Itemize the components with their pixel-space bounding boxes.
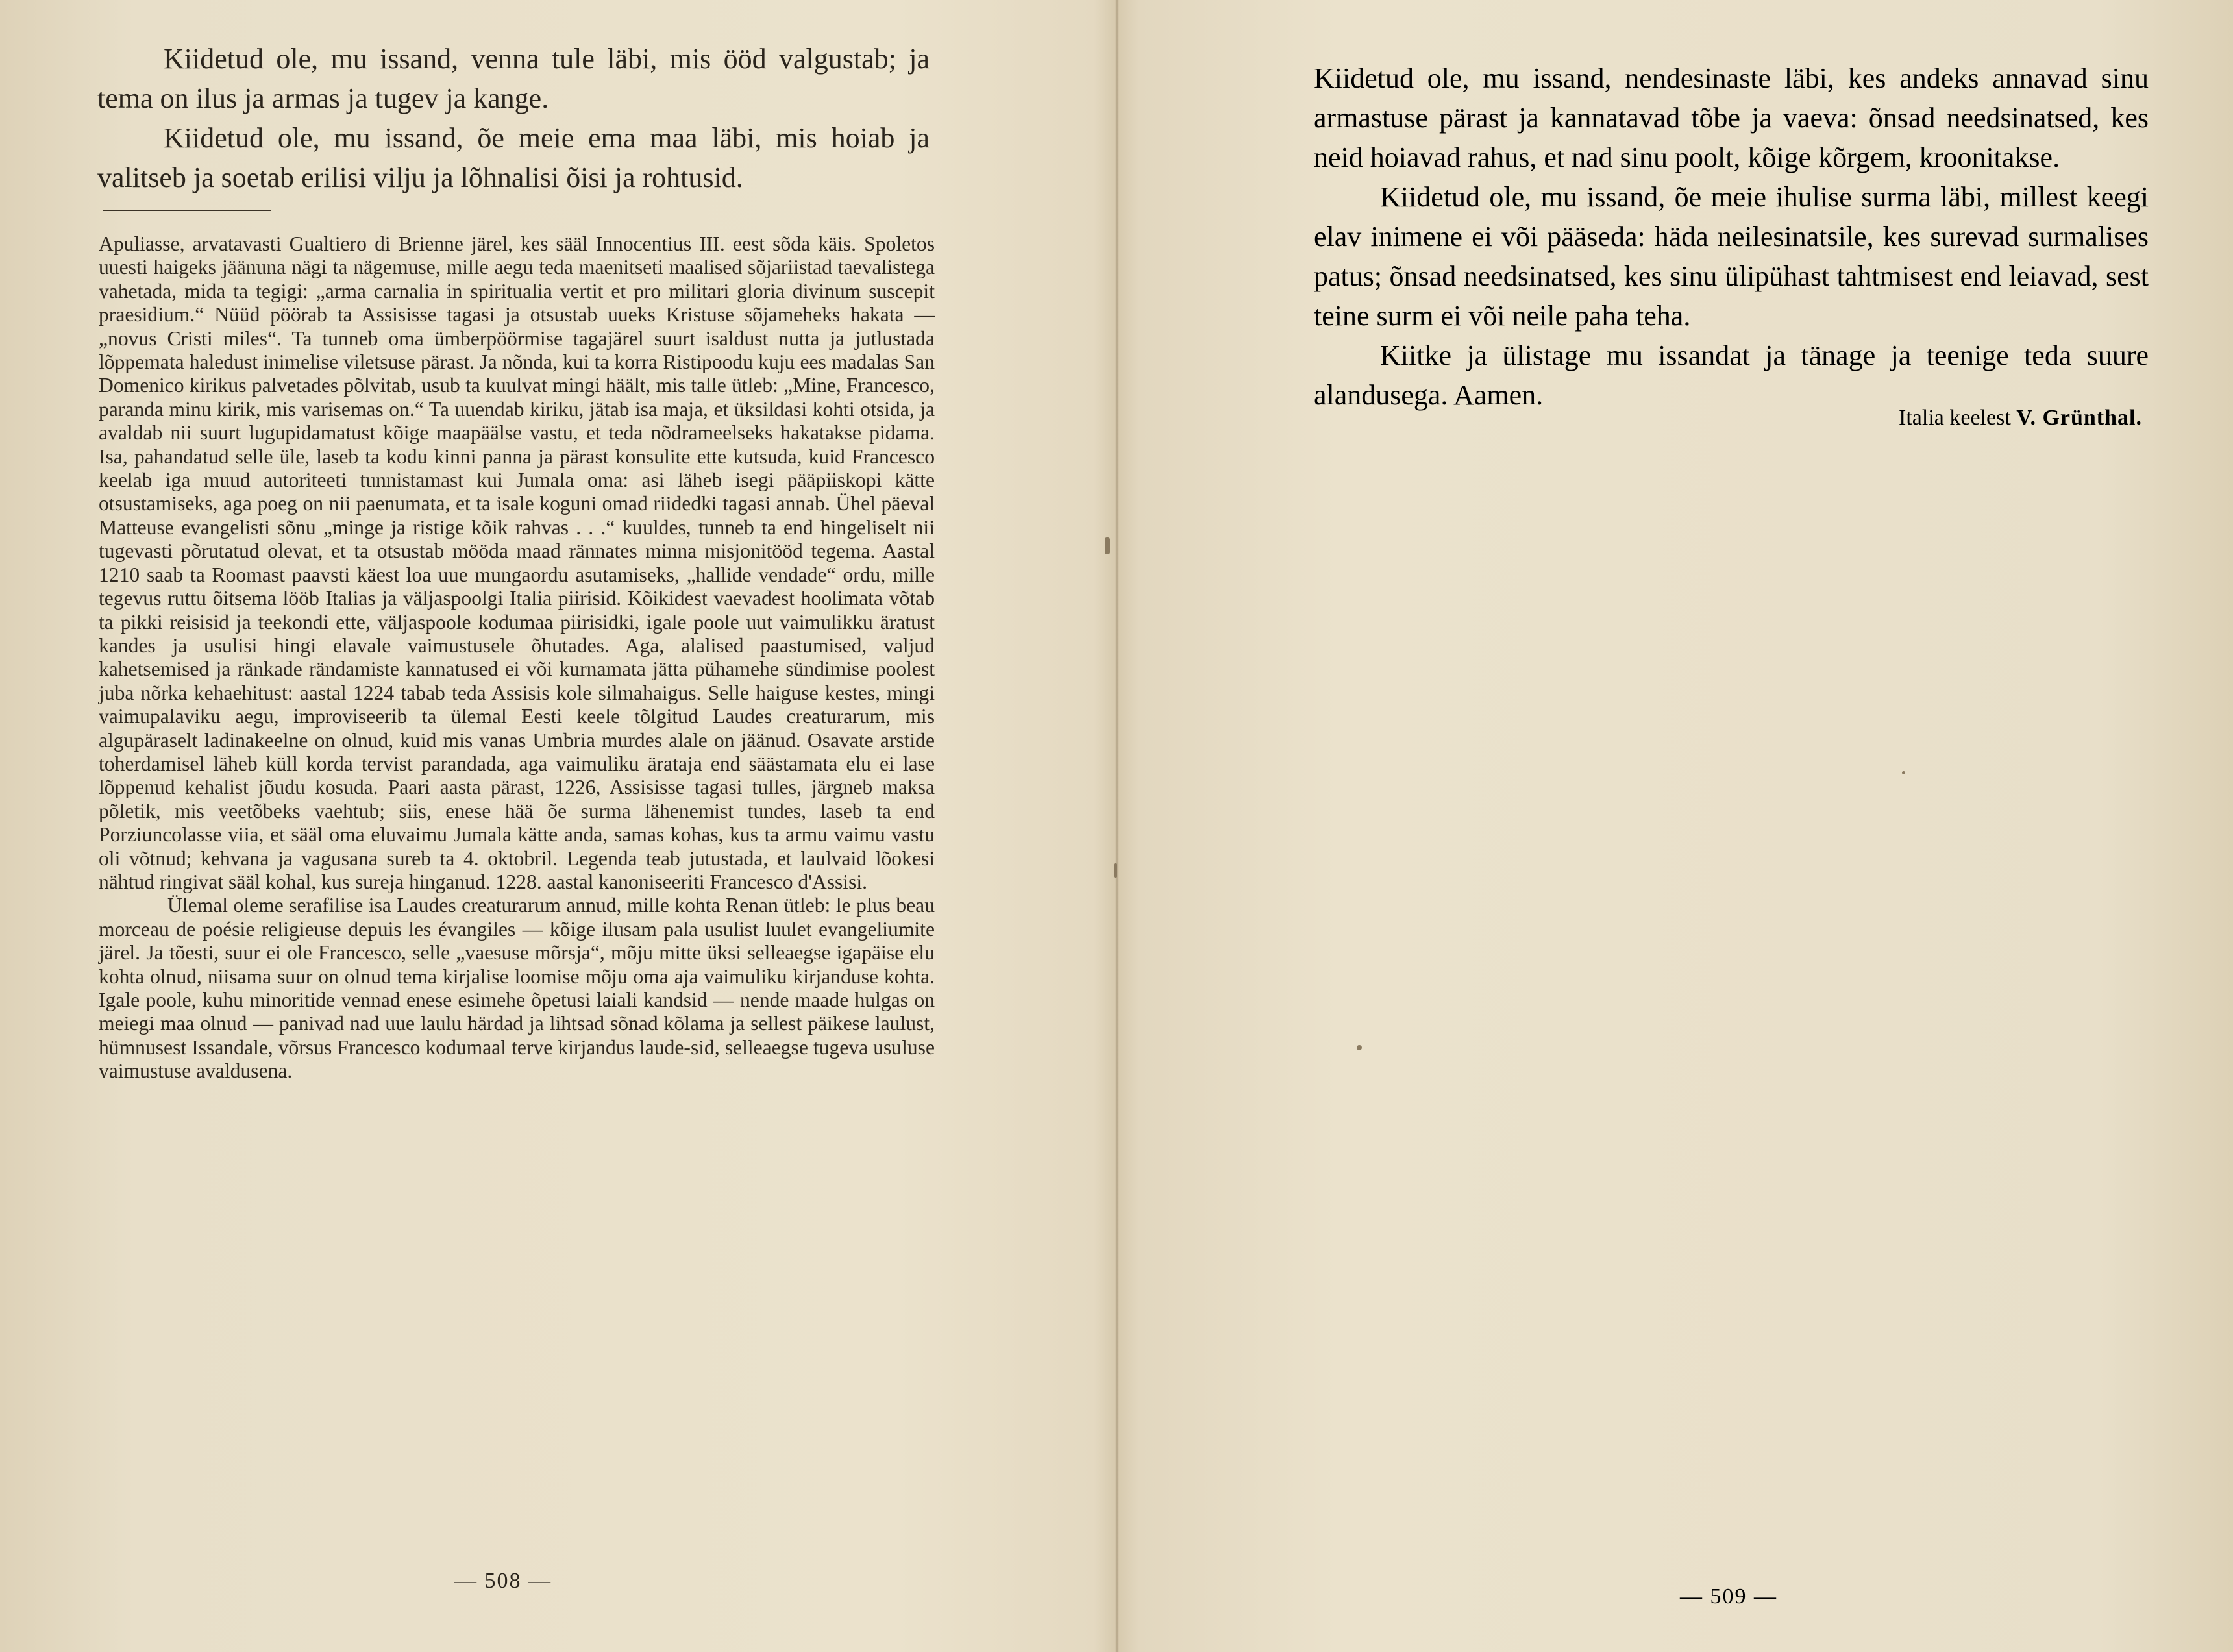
translator-prefix: Italia keelest <box>1899 406 2011 430</box>
commentary <box>99 232 935 1083</box>
translator-credit <box>1779 404 2142 432</box>
poem-stanza: Kiidetud ole, mu issand, venna tule läbi, mis ööd valgustab; ja tema on ilus ja armas ja tugev ja kange. <box>97 43 930 114</box>
translator-name: V. Grünthal. <box>2016 406 2142 430</box>
paper-blemish <box>1357 1045 1362 1050</box>
poem-stanza: Kiitke ja ülistage mu issandat ja tänage ja teenige teda suure alandusega. Aamen. <box>1314 339 2149 411</box>
commentary-paragraph: Ülemal oleme serafilise isa Laudes creaturarum annud, mille kohta Renan ütleb: le plus beau morceau de poésie religieuse depuis les évangiles — kõige ilusam pala usulist luulet evangeliumite järel. Ja tõesti, suur ei ole Francesco, selle „vaesuse mõrsja“, mõju mitte üksi selleaegse igapäise elu kohta olnud, niisama suur on olnud tema kirjalise loomise mõju oma aja vaimuliku kirjanduse kohta. Igale poole, kuhu minoritide vennad enese esimehe õpetusi laiali kandsid — nende maade hulgas on meiegi maa olnud — panivad nad uue laulu härdad ja lihtsad sõnad kõlama ja sellest päikese laulust, hümnusest Issandale, võrsus Francesco kodumaal terve kirjandus laude-sid, selleaegse tugeva usuluse vaimustuse avaldusena. <box>99 894 935 1083</box>
left-poem <box>97 39 930 197</box>
paper-blemish <box>1105 537 1110 554</box>
poem-stanza: Kiidetud ole, mu issand, õe meie ihulise surma läbi, millest keegi elav inimene ei või pääseda: häda neilesinatsile, kes surevad surmalises patus; õnsad needsinatsed, kes sinu ülipühast tahtmisest end leiavad, sest teine surm ei või neile paha teha. <box>1314 181 2149 332</box>
commentary-paragraph: Apuliasse, arvatavasti Gualtiero di Brienne järel, kes sääl Innocentius III. eest sõda käis. Spoletos uuesti haigeks jäänuna nägi ta nägemuse, mille aegu teda maenitseti maalised sõjariistad taevalistega vahetada, mida ta tegigi: „arma carnalia in spiritualia vertit et pro militari gloria divinum suscepit praesidium.“ Nüüd pöörab ta Assisisse tagasi ja otsustab uueks Kristuse sõjameheks hakata — „novus Cristi miles“. Ta tunneb oma ümberpöörmise tagajärel suurt isaldust nutta ja jutlustada lõppemata haledust inimelise viletsuse pärast. Ja nõnda, kui ta korra Ristipoodu kuju ees madalas San Domenico kirikus palvetades põlvitab, usub ta kuulvat mingi häält, mis talle ütleb: „Mine, Francesco, paranda minu kirik, mis varisemas on.“ Ta uuendab kiriku, jätab isa maja, et üksildasi kohti otsida, ja avaldab nii suurt lugupidamatust kõige maapäälse vastu, et teda nõdrameelseks hakatakse pidama. Isa, pahandatud selle üle, laseb ta kodu kinni panna ja pärast konsulite ette kutsuda, kuid Francesco keelab iga muud autoriteeti tunnistamast kui Jumala oma: asi läheb isegi pääpiiskopi kätte otsustamiseks, aga poeg on nii paenumata, et ta isale koguni omad riidedki tagasi annab. Ühel päeval Matteuse evangelisti sõnu „minge ja ristige kõik rahvas . . .“ kuuldes, tunneb ta end hingeliselt nii tugevasti põrutatud olevat, et ta otsustab mööda maad rännates minna misjonitööd tegema. Aastal 1210 saab ta Roomast paavsti käest loa uue mungaordu asutamiseks, „hallide vendade“ ordu, mille tegevus ruttu õitsema lööb Italias ja väljaspoolgi Italia piirisid. Kõikidest vaevadest hoolimata võtab ta pikki reisisid ja teekondi ette, väljaspoole kodumaa piirisidki, igale poole uut vaimulikku äratust kandes ja usulisi hingi elavale vaimustusele õhutades. Aga, alalised paastumised, valjud kahetsemised ja ränkade rändamiste kannatused ei või kurnamata jätta pühamehe sündimise poolest juba nõrka kehaehitust: aastal 1224 tabab teda Assisis kole silmahaigus. Selle haiguse kestes, mingi vaimupalaviku aegu, improviseerib ta ülemal Eesti keele tõlgitud Laudes creaturarum, mis algupäraselt ladinakeelne on olnud, kuid mis vanas Umbria murdes alale on jäänud. Osavate arstide toherdamisel läheb küll korda tervist parandada, aga vaimuliku äratajа end säästamata elu ei lase lõppenud kehalist jõudu kosuda. Paari aasta pärast, 1226, Assisisse tagasi tulles, järgneb maksa põletik, mis veetõbeks vaehtub; siis, enese hää õe surma lähenemist tundes, laseb ta end Porziuncolasse viia, et sääl oma eluvaimu Jumala kätte anda, samas kohas, kus ta armu vaimu vastu oli võtnud; kehvana ja vagusana sureb ta 4. oktobril. Legenda teab jutustada, et laulvaid lõokesi nähtud ringivat sääl kohal, kus sureja hinganud. 1228. aastal kanoniseeriti Francesco d'Assisi. <box>99 232 935 893</box>
page-number: — 508 — <box>454 1569 552 1593</box>
poem-stanza: Kiidetud ole, mu issand, nendesinaste läbi, kes andeks annavad sinu armastuse pärast ja kannatavad tõbe ja vaeva: õnsad needsinatsed, kes neid hoiavad rahus, et nad sinu poolt, kõige kõrgem, kroonitakse. <box>1314 62 2149 173</box>
page-number: — 509 — <box>1680 1584 1777 1609</box>
paper-blemish <box>1902 771 1905 774</box>
paper-blemish <box>1114 863 1117 878</box>
right-poem <box>1314 58 2149 415</box>
poem-stanza: Kiidetud ole, mu issand, õe meie ema maa läbi, mis hoiab ja valitseb ja soetab erilisi vilju ja lõhnalisi õisi ja rohtusid. <box>97 122 930 193</box>
left-page <box>0 0 1115 1652</box>
section-divider <box>103 210 271 211</box>
